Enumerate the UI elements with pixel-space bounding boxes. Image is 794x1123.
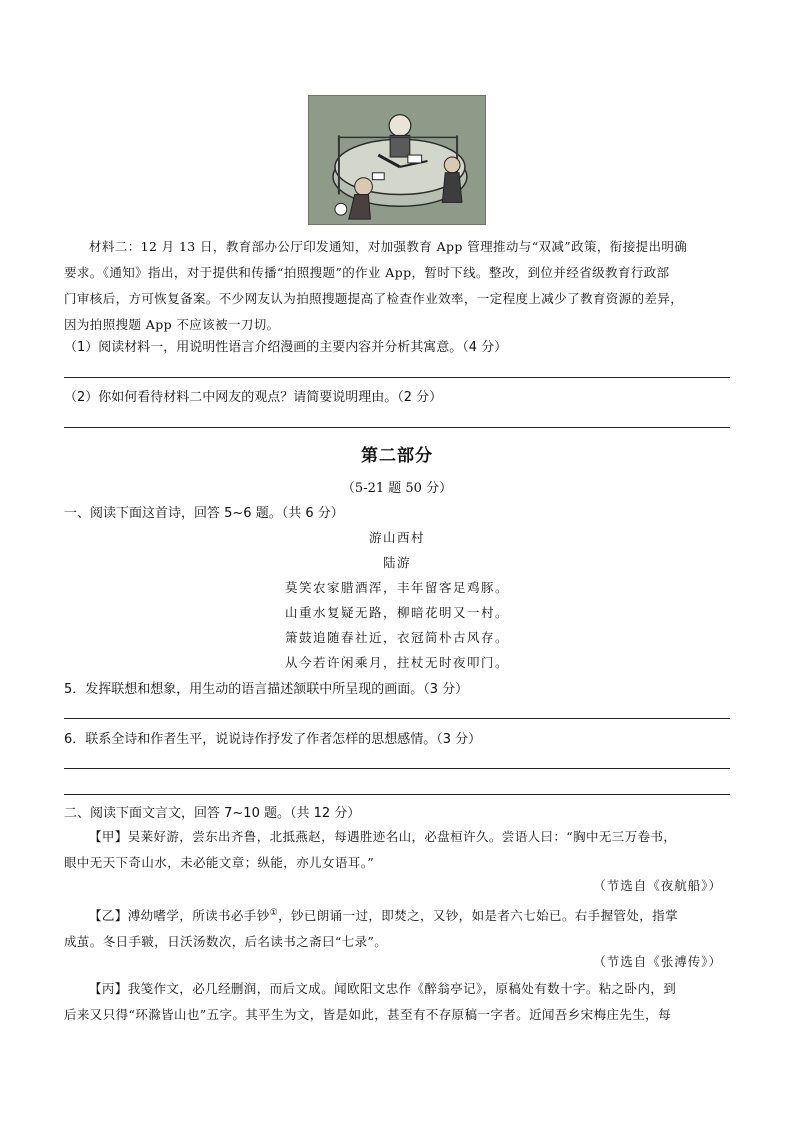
- passage-line: 成茧。冬日手皲，日沃汤数次，后名读书之斋曰“七录”。: [64, 934, 388, 950]
- section2-heading: 二、阅读下面文言文，回答 7~10 题。（共 12 分）: [64, 806, 361, 821]
- part-title: 第二部分: [361, 446, 433, 466]
- material2-line: 因为拍照搜题 App 不应该被一刀切。: [64, 317, 280, 332]
- material2-line: 要求。《通知》指出，对于提供和传播“拍照搜题”的作业 App，暂时下线。整改，到位并经省级教育行政部: [64, 265, 670, 280]
- passage-text: ，钞已朗诵一过，即焚之，又钞，如是者六七始已。右手握管处，指掌: [278, 908, 678, 924]
- answer-line: [64, 794, 730, 795]
- source-citation: （节选自《张溥传》）: [593, 954, 722, 969]
- passage-line: 【丙】我笺作文，必几经删润，而后文成。闻欧阳文忠作《醉翁亭记》，原稿处有数十字。粘之卧内，到: [89, 981, 677, 996]
- section1-heading: 一、阅读下面这首诗，回答 5~6 题。（共 6 分）: [64, 506, 344, 521]
- question-2: （2）你如何看待材料二中网友的观点？请简要说明理由。（2 分）: [64, 390, 443, 405]
- part-subtitle: （5-21 题 50 分）: [341, 481, 453, 496]
- passage-bing: [64, 976, 730, 1028]
- poem-title: 游山西村: [368, 530, 425, 545]
- material2-line: 材料二：12 月 13 日，教育部办公厅印发通知，对加强教育 App 管理推动与“双减”政策，衔接提出明确: [89, 239, 688, 254]
- poem-line: 从今若许闲乘月，拄杖无时夜叩门。: [284, 655, 509, 670]
- question-6: 6．联系全诗和作者生平，说说诗作抒发了作者怎样的思想感情。（3 分）: [64, 732, 482, 747]
- question-1: （1）阅读材料一，用说明性语言介绍漫画的主要内容并分析其寓意。（4 分）: [64, 340, 508, 355]
- material2-line: 门审核后，方可恢复备案。不少网友认为拍照搜题提高了检查作业效率，一定程度上减少了教育资源的差异，: [64, 291, 684, 306]
- passage-jia: [64, 824, 730, 876]
- source-citation: （节选自《夜航船》）: [593, 878, 722, 893]
- answer-line: [64, 768, 730, 769]
- poem-line: 山重水复疑无路，柳暗花明又一村。: [284, 605, 509, 620]
- passage-line: 后来又只得“环滁皆山也”五字。其平生为文，皆是如此，甚至有不存原稿一字者。近闻吾乡宋梅庄先生，每: [64, 1007, 671, 1022]
- passage-line: 眼中无天下奇山水，未必能文章；纵能，亦儿女语耳。”: [64, 855, 375, 870]
- question-5: 5．发挥联想和想象，用生动的语言描述颔联中所呈现的画面。（3 分）: [64, 682, 469, 697]
- cartoon-image: [308, 95, 486, 225]
- answer-line: [64, 427, 730, 428]
- passage-yi: [64, 900, 730, 955]
- material2-paragraph: [64, 234, 730, 338]
- poem-line: 莫笑农家腊酒浑，丰年留客足鸡豚。: [284, 580, 509, 595]
- passage-text: 【乙】溥幼嗜学，所读书必手钞: [89, 908, 270, 924]
- answer-line: [64, 377, 730, 378]
- answer-line: [64, 718, 730, 719]
- cartoon-drawing: [309, 96, 485, 224]
- footnote-marker: ①: [269, 908, 279, 918]
- passage-line: 【甲】吴莱好游，尝东出齐鲁，北抵燕赵，每遇胜迹名山，必盘桓许久。尝语人曰：“胸中无三万卷书，: [89, 829, 677, 844]
- poem-line: 箫鼓追随春社近，衣冠简朴古风存。: [284, 630, 509, 645]
- poem-author: 陆游: [382, 555, 411, 570]
- passage-line: [64, 900, 730, 929]
